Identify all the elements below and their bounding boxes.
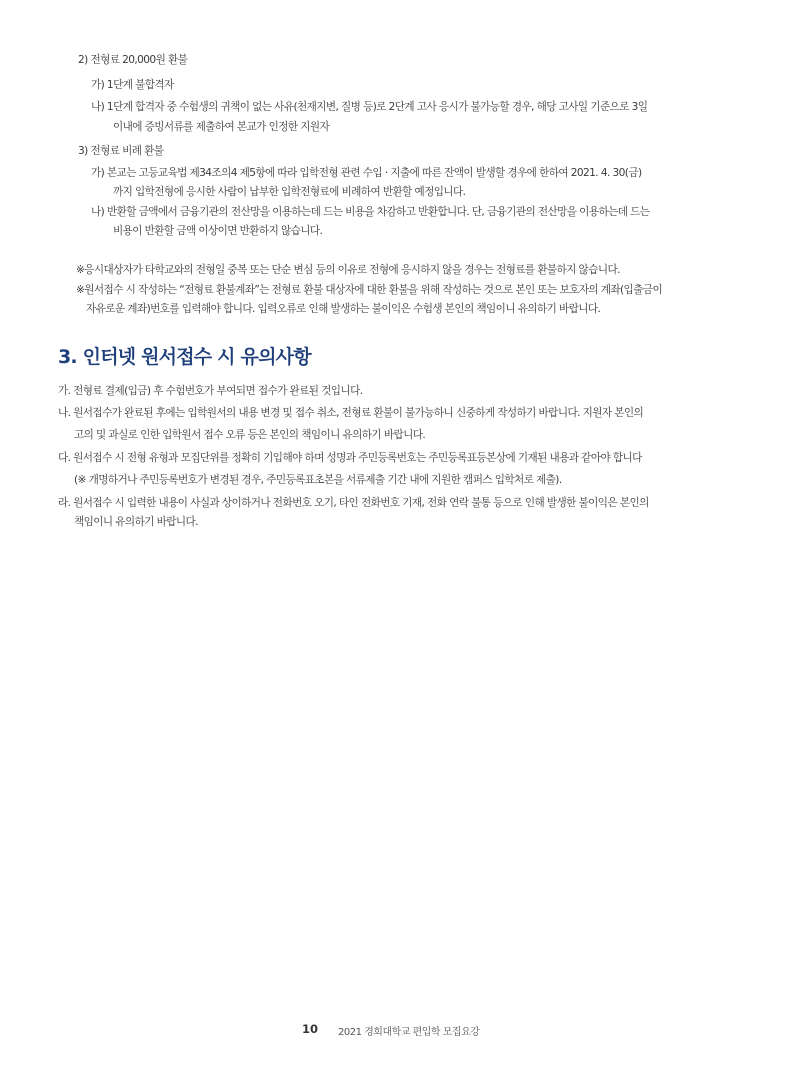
section-heading: 3. 인터넷 원서접수 시 유의사항 <box>58 346 311 368</box>
note-refund-account-line1: ※원서접수 시 작성하는 “전형료 환불계좌”는 전형료 환불 대상자에 대한 환불을 위해 작성하는 것으로 본인 또는 보호자의 계좌(입출금이 <box>76 284 663 296</box>
footer-document-title: 2021 경희대학교 편입학 모집요강 <box>338 1027 480 1038</box>
caution-item-da-line1: 다. 원서접수 시 전형 유형과 모집단위를 정확히 기입해야 하며 성명과 주민등록번호는 주민등록표등본상에 기재된 내용과 같아야 합니다 <box>58 452 642 464</box>
refund-full-title: 2) 전형료 20,000원 환불 <box>78 54 188 66</box>
refund-full-item-na-line1: 나) 1단계 합격자 중 수험생의 귀책이 없는 사유(천재지변, 질병 등)로 2단계 고사 응시가 불가능할 경우, 해당 고사일 기준으로 3일 <box>91 101 648 113</box>
refund-proportional-item-ga-line2: 까지 입학전형에 응시한 사람이 납부한 입학전형료에 비례하여 반환할 예정입니다. <box>113 186 466 198</box>
refund-proportional-item-na-line2: 비용이 반환할 금액 이상이면 반환하지 않습니다. <box>113 225 323 237</box>
caution-item-da-line2: (※ 개명하거나 주민등록번호가 변경된 경우, 주민등록표초본을 서류제출 기간 내에 지원한 캠퍼스 입학처로 제출). <box>74 474 562 486</box>
refund-proportional-item-ga-line1: 가) 본교는 고등교육법 제34조의4 제5항에 따라 입학전형 관련 수입 · 지출에 따른 잔액이 발생할 경우에 한하여 2021. 4. 30(금) <box>91 167 642 179</box>
caution-item-ra-line1: 라. 원서접수 시 입력한 내용이 사실과 상이하거나 전화번호 오기, 타인 전화번호 기재, 전화 연락 불통 등으로 인해 발생한 불이익은 본인의 <box>58 497 649 509</box>
refund-proportional-item-na-line1: 나) 반환할 금액에서 금융기관의 전산망을 이용하는데 드는 비용을 차감하고 반환합니다. 단, 금융기관의 전산망을 이용하는데 드는 <box>91 206 650 218</box>
note-no-refund: ※응시대상자가 타학교와의 전형일 중복 또는 단순 변심 등의 이유로 전형에 응시하지 않을 경우는 전형료를 환불하지 않습니다. <box>76 264 620 276</box>
caution-item-na-line2: 고의 및 과실로 인한 입학원서 접수 오류 등은 본인의 책임이니 유의하기 바랍니다. <box>74 429 426 441</box>
refund-full-item-na-line2: 이내에 증빙서류를 제출하여 본교가 인정한 지원자 <box>113 121 330 133</box>
caution-item-na-line1: 나. 원서접수가 완료된 후에는 입학원서의 내용 변경 및 접수 취소, 전형료 환불이 불가능하니 신중하게 작성하기 바랍니다. 지원자 본인의 <box>58 407 644 419</box>
page-number: 10 <box>302 1022 319 1036</box>
caution-item-ga: 가. 전형료 결제(입금) 후 수험번호가 부여되면 접수가 완료된 것입니다. <box>58 385 363 397</box>
refund-full-item-ga: 가) 1단계 불합격자 <box>91 79 174 91</box>
caution-item-ra-line2: 책임이니 유의하기 바랍니다. <box>74 516 198 528</box>
note-refund-account-line2: 자유로운 계좌)번호를 입력해야 합니다. 입력오류로 인해 발생하는 불이익은 수험생 본인의 책임이니 유의하기 바랍니다. <box>86 303 601 315</box>
refund-proportional-title: 3) 전형료 비례 환불 <box>78 145 164 157</box>
